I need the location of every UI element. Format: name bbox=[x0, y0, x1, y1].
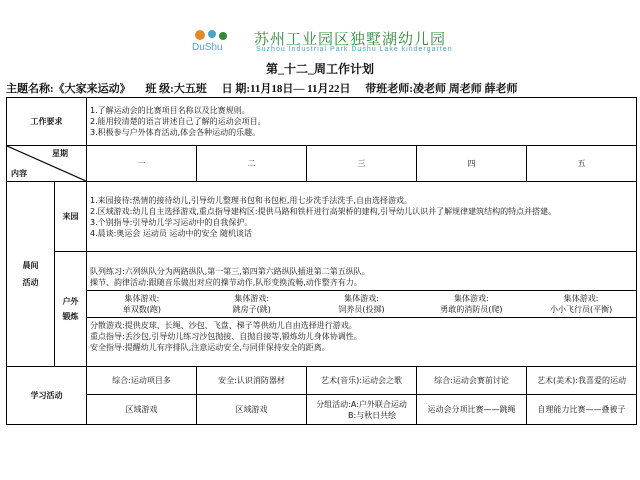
daily-activity-label: 晨间 活动 bbox=[7, 182, 55, 367]
outdoor-item: 操节、韵律活动:跟随音乐做出对应的操节动作,队形变换流畅,动作整齐有力。 bbox=[90, 277, 362, 287]
school-name-en: Suzhou Industrial Park Dushu Lake kindergarten bbox=[256, 46, 453, 53]
corner-label-content: 内容 bbox=[11, 169, 27, 178]
svg-text:DuShu: DuShu bbox=[192, 42, 223, 52]
outdoor-item: 队列练习:六列纵队分为两路纵队,第一第三,第四第六路纵队插进第二第五纵队。 bbox=[90, 266, 370, 276]
goal-item: 2.能用较清楚的语言讲述自己了解的运动会项目。 bbox=[90, 117, 266, 126]
outdoor-item: 安全指导:提醒幼儿有序排队,注意运动安全,与同伴保持安全的距离。 bbox=[90, 342, 330, 352]
study-activity: 艺术(美术):我喜爱的运动 bbox=[527, 367, 637, 395]
day-header: 五 bbox=[527, 146, 637, 182]
study-activity: 自理能力比赛——叠被子 bbox=[527, 395, 637, 425]
teachers: 带班老师:凌老师 周老师 薛老师 bbox=[365, 83, 518, 95]
goals-label: 工作要求 bbox=[7, 98, 87, 146]
study-activity: 运动会分项比赛——跳绳 bbox=[417, 395, 527, 425]
arrival-label: 来园 bbox=[55, 182, 87, 252]
group-game: 集体游戏: 小小飞行员(平衡) bbox=[550, 293, 613, 314]
outdoor-item: 重点指导:丢沙包,引导幼儿练习沙包抛接、自抛自接等,锻炼幼儿身体协调性。 bbox=[90, 331, 362, 341]
outdoor-label: 户外 锻炼 bbox=[55, 252, 87, 367]
goal-item: 3.积极参与户外体育活动,体会各种运动的乐趣。 bbox=[90, 128, 261, 137]
header-corner-cell bbox=[7, 146, 87, 182]
group-game: 集体游戏: 跳房子(跳) bbox=[232, 293, 271, 314]
school-header bbox=[0, 0, 640, 56]
outdoor-item: 分散游戏:提供皮球、长绳、沙包、飞盘、梯子等供幼儿自由选择进行游戏。 bbox=[90, 320, 357, 330]
study-activity-label: 学习活动 bbox=[7, 367, 87, 425]
group-game: 集体游戏: 勇敢的消防员(爬) bbox=[440, 293, 503, 314]
class-name: 班 级:大五班 bbox=[145, 83, 207, 95]
kindergarten-logo-icon bbox=[190, 28, 248, 52]
day-header: 三 bbox=[307, 146, 417, 182]
day-header: 二 bbox=[197, 146, 307, 182]
study-activity: 综合:运动会赛前讨论 bbox=[417, 367, 527, 395]
study-activity: 分组活动:A:户外联合运动 B:与秋日共绘 bbox=[307, 395, 417, 425]
arrival-item: 1.来园接待:热情的接待幼儿,引导幼儿整理书包和书包柜,用七步洗手法洗手,自由选择游戏。 bbox=[90, 195, 412, 205]
study-activity: 综合:运动项目多 bbox=[87, 367, 197, 395]
arrival-cell bbox=[87, 182, 637, 252]
study-activity: 区域游戏 bbox=[87, 395, 197, 425]
day-header: 一 bbox=[87, 146, 197, 182]
weekly-plan-table bbox=[6, 97, 637, 425]
arrival-item: 4.晨谈:奥运会 运动员 运动中的安全 随机谈话 bbox=[90, 228, 252, 238]
page-title: 第_十二_周工作计划 bbox=[265, 62, 374, 76]
group-game: 集体游戏: 单双数(跑) bbox=[122, 293, 162, 314]
study-activity: 安全:认识消防器材 bbox=[197, 367, 307, 395]
plan-meta bbox=[6, 80, 636, 96]
theme-name: 主题名称:《大家来运动》 bbox=[6, 83, 131, 95]
outdoor-cell bbox=[87, 252, 637, 367]
school-name-cn: 苏州工业园区独墅湖幼儿园 bbox=[254, 30, 447, 48]
group-game: 集体游戏: 饲养员(投掷) bbox=[338, 293, 385, 314]
study-activity: 艺术(音乐):运动会之歌 bbox=[307, 367, 417, 395]
study-activity: 区域游戏 bbox=[197, 395, 307, 425]
arrival-item: 2.区域游戏:幼儿自主选择游戏,重点指导建构区:提供马路和铁杆进行高架桥的建构,引导幼儿认识并了解规律建筑结构的特点并搭建。 bbox=[90, 206, 557, 216]
goal-item: 1.了解运动会的比赛项目名称以及比赛规则。 bbox=[90, 106, 250, 115]
date-range: 日 期:11月18日— 11月22日 bbox=[221, 83, 351, 95]
corner-label-weekday: 星期 bbox=[52, 149, 68, 158]
day-header: 四 bbox=[417, 146, 527, 182]
arrival-item: 3.个别指导:引导幼儿学习运动中的自我保护。 bbox=[90, 217, 253, 227]
goals-cell bbox=[87, 98, 637, 146]
